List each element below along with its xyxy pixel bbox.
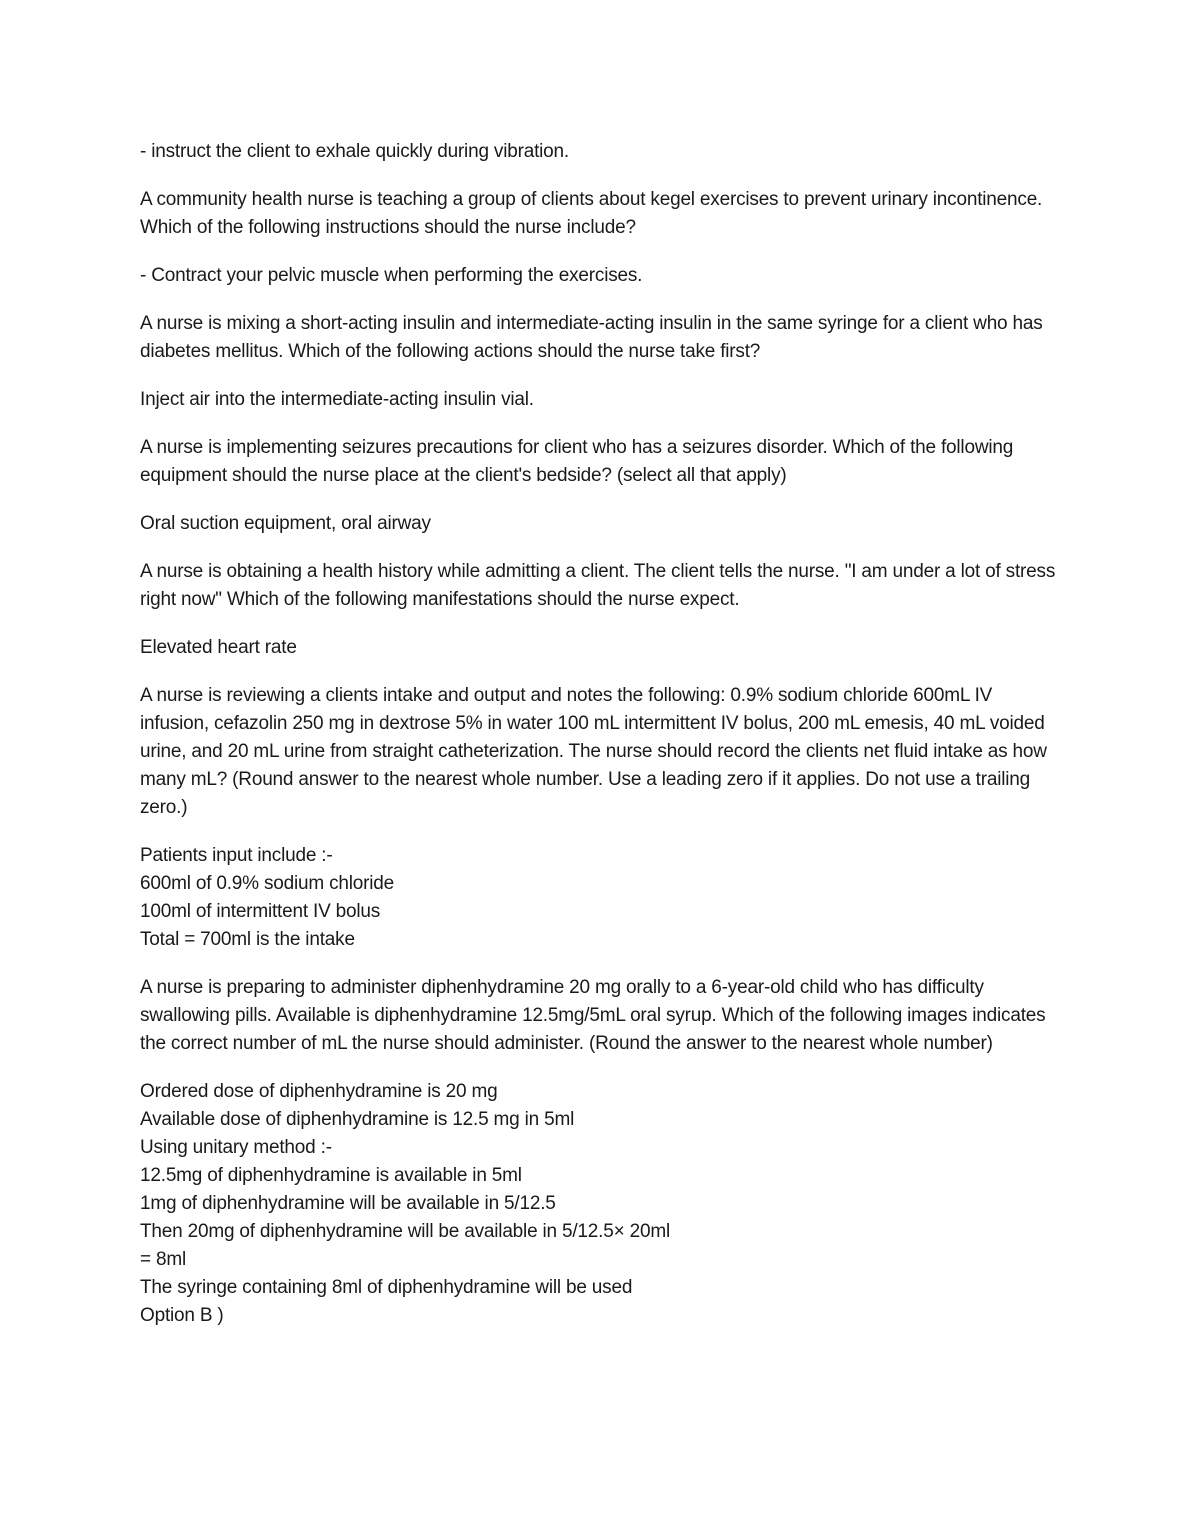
question-stress-manifestations [140, 558, 1060, 614]
question-seizure-precautions [140, 434, 1060, 490]
text-line: A nurse is implementing seizures precautions for client who has a seizures disorder. Which of the following equipment should the nurse place at the client's bedside? (select all that apply) [140, 437, 1014, 486]
text-line: 600ml of 0.9% sodium chloride [140, 873, 395, 894]
question-mixing-insulin [140, 310, 1060, 366]
question-intake-output [140, 682, 1060, 822]
text-line: Patients input include :- [140, 845, 333, 866]
text-line: Total = 700ml is the intake [140, 929, 355, 950]
text-line: A nurse is reviewing a clients intake and output and notes the following: 0.9% sodium chloride 600mL IV infusion, cefazolin 250 mg in dextrose 5% in water 100 mL intermittent IV bolus, 200 mL emesis, 40 mL voided urine, and 20 mL urine from straight catheterization. The nurse should record the clients net fluid intake as how many mL? (Round answer to the nearest whole number. Use a leading zero if it applies. Do not use a trailing zero.) [140, 685, 1047, 818]
answer-inject-air [140, 386, 1060, 414]
answer-exhale-vibration [140, 138, 1060, 166]
text-line: Elevated heart rate [140, 637, 297, 658]
text-line: Using unitary method :- [140, 1137, 332, 1158]
text-line: Ordered dose of diphenhydramine is 20 mg [140, 1081, 498, 1102]
text-line: Inject air into the intermediate-acting insulin vial. [140, 389, 534, 410]
text-line: 100ml of intermittent IV bolus [140, 901, 381, 922]
question-diphenhydramine-dose [140, 974, 1060, 1058]
answer-fluid-intake [140, 842, 1060, 954]
text-line: The syringe containing 8ml of diphenhydramine will be used [140, 1277, 633, 1298]
answer-contract-pelvic-muscle [140, 262, 1060, 290]
question-kegel-exercises [140, 186, 1060, 242]
text-line: A nurse is mixing a short-acting insulin and intermediate-acting insulin in the same syringe for a client who has diabetes mellitus. Which of the following actions should the nurse take first? [140, 313, 1043, 362]
text-line: Option B ) [140, 1305, 224, 1326]
text-line: Available dose of diphenhydramine is 12.5 mg in 5ml [140, 1109, 575, 1130]
text-line: A nurse is obtaining a health history while admitting a client. The client tells the nurse. "I am under a lot of stress right now" Which of the following manifestations should the nurse expect. [140, 561, 1056, 610]
text-line: 1mg of diphenhydramine will be available in 5/12.5 [140, 1193, 556, 1214]
text-line: 12.5mg of diphenhydramine is available in 5ml [140, 1165, 522, 1186]
text-line: Then 20mg of diphenhydramine will be available in 5/12.5× 20ml [140, 1221, 670, 1242]
text-line: A nurse is preparing to administer diphenhydramine 20 mg orally to a 6-year-old child who has difficulty swallowing pills. Available is diphenhydramine 12.5mg/5mL oral syrup. Which of the following images indicates the correct number of mL the nurse should administer. (Round the answer to the nearest whole number) [140, 977, 1046, 1054]
text-line: - instruct the client to exhale quickly during vibration. [140, 141, 569, 162]
document-page [140, 138, 1060, 1350]
text-line: A community health nurse is teaching a group of clients about kegel exercises to prevent urinary incontinence. Which of the following instructions should the nurse include? [140, 189, 1043, 238]
text-line: - Contract your pelvic muscle when performing the exercises. [140, 265, 643, 286]
answer-elevated-heart-rate [140, 634, 1060, 662]
answer-oral-suction [140, 510, 1060, 538]
text-line: = 8ml [140, 1249, 186, 1270]
answer-dose-calculation [140, 1078, 1060, 1330]
text-line: Oral suction equipment, oral airway [140, 513, 431, 534]
